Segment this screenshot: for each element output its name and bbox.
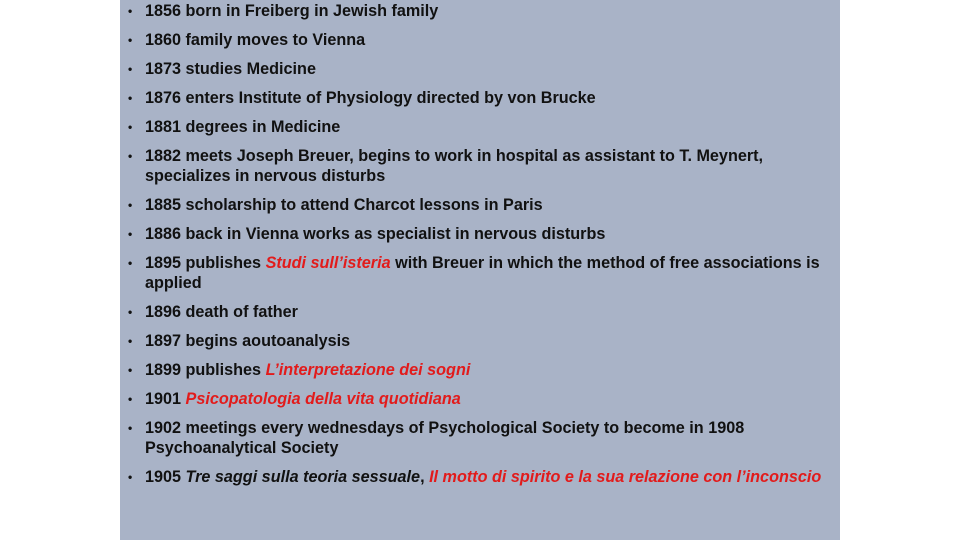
- item-text: 1896 death of father: [145, 302, 298, 321]
- bullet-icon: •: [128, 91, 133, 106]
- item-prefix: 1895 publishes: [145, 254, 266, 273]
- bullet-icon: •: [128, 256, 133, 271]
- list-item: [128, 468, 828, 488]
- bullet-icon: •: [128, 4, 133, 18]
- bullet-icon: •: [128, 227, 133, 242]
- bullet-icon: •: [128, 33, 133, 48]
- list-item: [128, 225, 828, 245]
- list-item: [128, 2, 828, 22]
- list-item: [128, 419, 828, 458]
- bullet-icon: •: [128, 363, 133, 378]
- bullet-icon: •: [128, 304, 133, 319]
- book-title: Psicopatologia della vita quotidiana: [185, 390, 461, 409]
- item-text: 1902 meetings every wednesdays of Psychological Society to become in 1908 Psychoanalytical Society: [145, 419, 745, 457]
- book-title-black: Tre saggi sulla teoria sessuale: [185, 467, 421, 486]
- item-text: 1885 scholarship to attend Charcot lessons in Paris: [145, 196, 543, 215]
- bullet-icon: •: [128, 469, 133, 484]
- item-text: 1897 begins aoutoanalysis: [145, 331, 351, 350]
- item-suffix: with Breuer in which the method of free associations is applied: [145, 254, 820, 292]
- item-text: 1860 family moves to Vienna: [145, 31, 366, 50]
- list-item: [128, 60, 828, 80]
- bullet-icon: •: [128, 149, 133, 164]
- book-title: Studi sull’isteria: [265, 254, 391, 273]
- bullet-icon: •: [128, 198, 133, 213]
- list-item: [128, 303, 828, 323]
- item-text: 1856 born in Freiberg in Jewish family: [145, 2, 439, 20]
- item-text: 1873 studies Medicine: [145, 60, 316, 79]
- item-text: 1882 meets Joseph Breuer, begins to work in hospital as assistant to T. Meynert, specializes in nervous disturbs: [145, 147, 764, 185]
- list-item: [128, 31, 828, 51]
- item-separator: ,: [420, 467, 430, 486]
- list-item: [128, 361, 828, 381]
- bullet-icon: •: [128, 120, 133, 135]
- item-prefix: 1901: [145, 390, 186, 409]
- list-item: [128, 196, 828, 216]
- item-text: 1886 back in Vienna works as specialist in nervous disturbs: [145, 225, 606, 244]
- list-item: [128, 118, 828, 138]
- list-item: [128, 147, 828, 186]
- item-text: 1876 enters Institute of Physiology directed by von Brucke: [145, 89, 596, 108]
- bullet-icon: •: [128, 392, 133, 407]
- book-title: L’interpretazione dei sogni: [265, 361, 471, 380]
- timeline-bullet-list: [128, 2, 828, 497]
- book-title: Il motto di spirito e la sua relazione con l’inconscio: [429, 467, 822, 486]
- bullet-icon: •: [128, 421, 133, 436]
- item-prefix: 1899 publishes: [145, 361, 266, 380]
- list-item: [128, 390, 828, 410]
- list-item: [128, 254, 828, 293]
- item-prefix: 1905: [145, 467, 186, 486]
- bullet-icon: •: [128, 333, 133, 348]
- bullet-icon: •: [128, 62, 133, 77]
- list-item: [128, 332, 828, 352]
- list-item: [128, 89, 828, 109]
- item-text: 1881 degrees in Medicine: [145, 118, 341, 137]
